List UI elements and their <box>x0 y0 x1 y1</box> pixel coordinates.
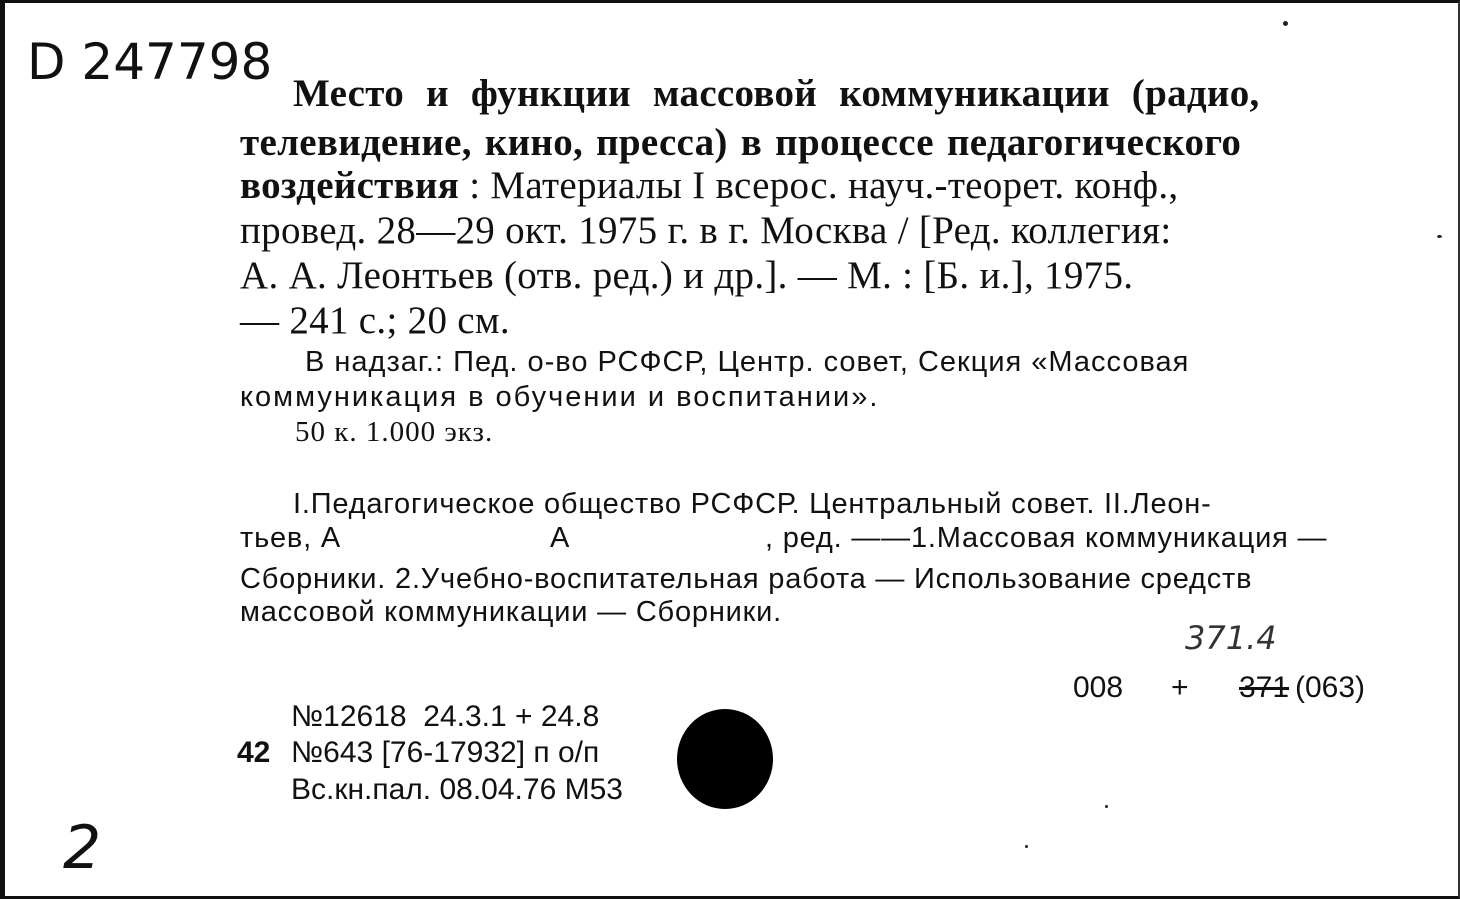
subjects-line-3: Сборники. 2.Учебно-воспитательная работа — Использование средств <box>240 563 1253 595</box>
imprint-line-3: — 241 с.; 20 см. <box>240 299 510 342</box>
registry-line-1: №12618 24.3.1 + 24.8 <box>291 700 600 733</box>
classification-plus: + <box>1171 671 1189 704</box>
subjects-line-4: массовой коммуникации — Сборники. <box>240 596 782 628</box>
classification-prefix: 008 <box>1073 671 1124 704</box>
speck <box>1283 21 1288 26</box>
handwritten-number: 2 <box>63 813 102 883</box>
note-line-2: коммуникация в обучении и воспитании». <box>240 381 880 413</box>
imprint-line-1: провед. 28—29 окт. 1975 г. в г. Москва / [Ред. коллегия: <box>240 209 1172 252</box>
subjects-line-2c: , ред. ——1.Массовая коммуникация — <box>765 522 1328 554</box>
registry-line-3: Вс.кн.пал. 08.04.76 М53 <box>291 773 623 806</box>
registry-line-2: №643 [76-17932] п о/п <box>291 736 600 769</box>
handwritten-correction: 371.4 <box>1185 619 1277 657</box>
speck <box>1437 235 1442 238</box>
imprint-line-2: А. А. Леонтьев (отв. ред.) и др.]. — М. : [Б. и.], 1975. <box>240 254 1134 297</box>
price-line: 50 к. 1.000 экз. <box>295 416 494 448</box>
subtitle-part: : Материалы I всерос. науч.-теорет. конф., <box>459 164 1179 207</box>
punch-hole <box>677 709 773 809</box>
subjects-line-2b: А <box>550 522 571 554</box>
call-number: D 247798 <box>27 33 273 91</box>
classification-struck-code: 371 <box>1239 671 1290 704</box>
title-line-3 <box>240 163 1178 208</box>
subjects-line-1: I.Педагогическое общество РСФСР. Центральный совет. II.Леон- <box>293 488 1212 520</box>
speck <box>1105 805 1108 808</box>
title-bold-part: воздействия <box>240 164 460 207</box>
note-line-1: В надзаг.: Пед. о-во РСФСР, Центр. совет, Секция «Массовая <box>305 346 1190 378</box>
speck <box>1025 845 1028 848</box>
classification-suffix: (063) <box>1295 671 1366 704</box>
registry-line-2-number: 42 <box>237 736 271 769</box>
title-line-2: телевидение, кино, пресса) в процессе педагогического <box>240 121 1242 164</box>
title-line-1: Место и функции массовой коммуникации (радио, <box>293 72 1260 115</box>
subjects-line-2a: тьев, А <box>240 522 341 554</box>
